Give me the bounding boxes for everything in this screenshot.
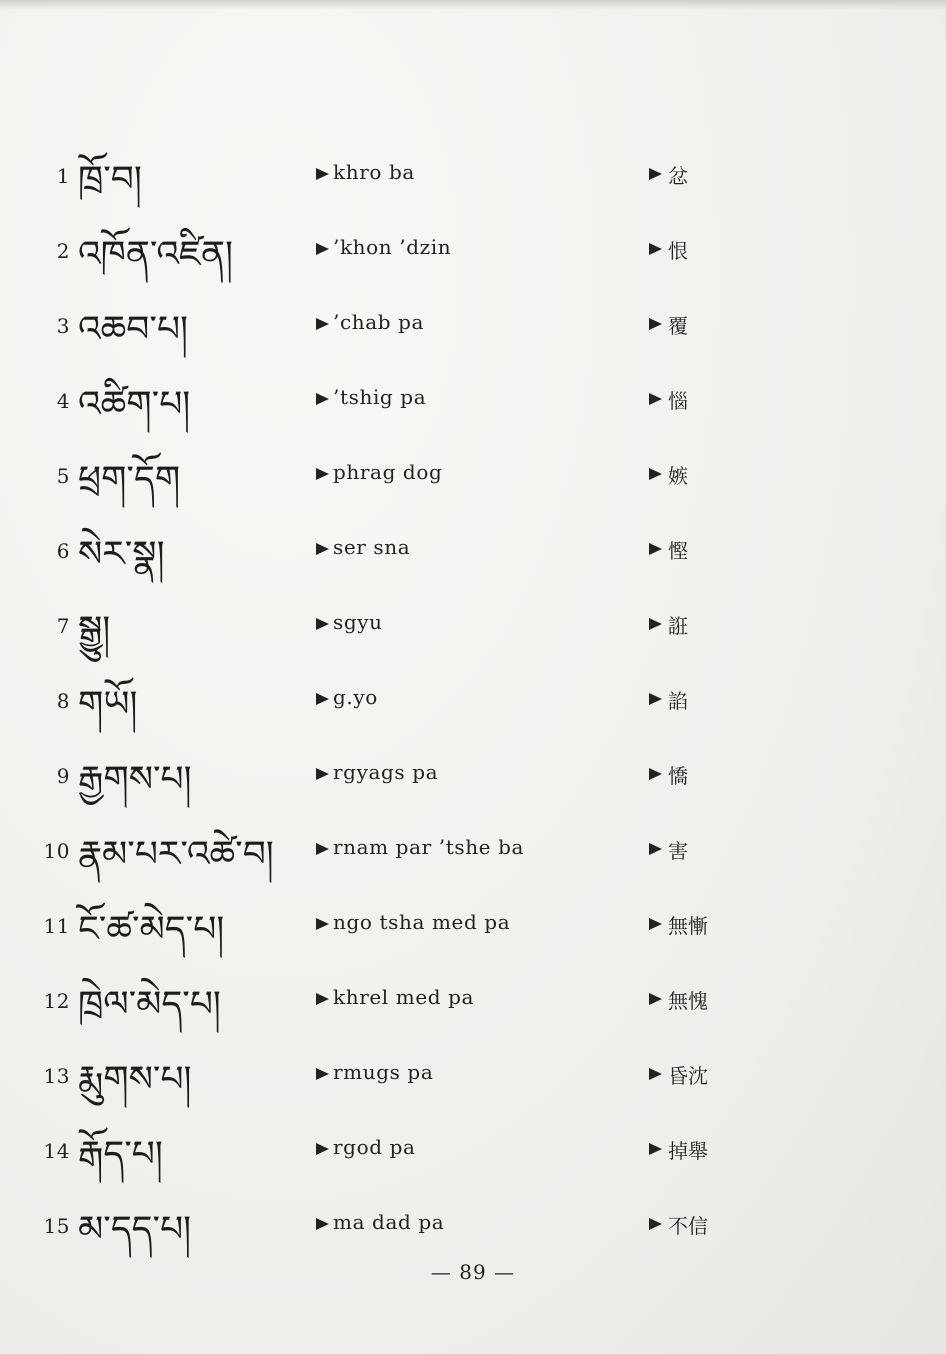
tibetan-term: འཆབ་པ། xyxy=(78,309,189,350)
entry-number: 7 xyxy=(56,614,70,638)
arrow-marker xyxy=(649,843,662,855)
entry-row xyxy=(0,675,946,750)
entry-row xyxy=(0,300,946,375)
tibetan-term: མ་དད་པ། xyxy=(78,1209,192,1250)
arrow-marker xyxy=(649,618,662,630)
entry-number: 4 xyxy=(56,389,70,413)
chinese-term: 憍 xyxy=(668,764,688,788)
arrow-marker xyxy=(316,1218,329,1230)
tibetan-term: གཡོ། xyxy=(78,684,138,725)
tibetan-term: རྒོད་པ། xyxy=(78,1134,163,1175)
entry-row xyxy=(0,600,946,675)
page-top-shadow xyxy=(0,0,946,10)
arrow-marker xyxy=(316,243,329,255)
arrow-marker xyxy=(316,693,329,705)
entry-row xyxy=(0,150,946,225)
arrow-marker xyxy=(316,1068,329,1080)
entry-number: 3 xyxy=(56,314,70,338)
arrow-marker xyxy=(316,318,329,330)
arrow-marker xyxy=(649,993,662,1005)
tibetan-term: ཁྲོ་བ། xyxy=(78,159,142,200)
tibetan-term: ངོ་ཚ་མེད་པ། xyxy=(78,909,225,950)
arrow-marker xyxy=(316,543,329,555)
entry-row xyxy=(0,1050,946,1125)
entry-number: 8 xyxy=(56,689,70,713)
chinese-term: 無慚 xyxy=(668,914,708,938)
tibetan-term: སེར་སྣ། xyxy=(78,534,165,575)
chinese-term: 惱 xyxy=(668,389,688,413)
chinese-term: 誑 xyxy=(668,614,688,638)
tibetan-term: སྒྱུ། xyxy=(78,609,111,650)
arrow-marker xyxy=(649,1218,662,1230)
entry-row xyxy=(0,450,946,525)
chinese-term: 無愧 xyxy=(668,989,708,1013)
chinese-term: 忿 xyxy=(668,164,688,188)
arrow-marker xyxy=(316,1143,329,1155)
transliteration: ma dad pa xyxy=(333,1210,445,1234)
entry-number: 10 xyxy=(43,839,70,863)
entry-number: 5 xyxy=(56,464,70,488)
entry-row xyxy=(0,975,946,1050)
tibetan-term: ཁྲེལ་མེད་པ། xyxy=(78,984,221,1025)
arrow-marker xyxy=(316,618,329,630)
transliteration: ’tshig pa xyxy=(333,385,427,409)
transliteration: ngo tsha med pa xyxy=(333,910,511,934)
arrow-marker xyxy=(316,843,329,855)
arrow-marker xyxy=(649,168,662,180)
page-number: — 89 — xyxy=(430,1260,516,1284)
arrow-marker xyxy=(649,1068,662,1080)
tibetan-term: རྨུགས་པ། xyxy=(78,1059,192,1100)
arrow-marker xyxy=(649,393,662,405)
transliteration: rgyags pa xyxy=(333,760,439,784)
transliteration: g.yo xyxy=(333,685,378,709)
transliteration: rgod pa xyxy=(333,1135,416,1159)
arrow-marker xyxy=(649,1143,662,1155)
entry-number: 13 xyxy=(43,1064,70,1088)
arrow-marker xyxy=(649,243,662,255)
entry-row xyxy=(0,900,946,975)
tibetan-term: ཕྲག་དོག xyxy=(78,459,181,500)
chinese-term: 掉舉 xyxy=(668,1139,708,1163)
entry-number: 1 xyxy=(56,164,70,188)
entry-number: 12 xyxy=(43,989,70,1013)
chinese-term: 不信 xyxy=(668,1214,708,1238)
arrow-marker xyxy=(316,993,329,1005)
arrow-marker xyxy=(649,768,662,780)
transliteration: ser sna xyxy=(333,535,411,559)
transliteration: sgyu xyxy=(333,610,383,634)
entry-row xyxy=(0,225,946,300)
transliteration: rnam par ’tshe ba xyxy=(333,835,524,859)
tibetan-term: འཁོན་འཛིན། xyxy=(78,234,234,275)
entry-number: 11 xyxy=(43,914,70,938)
entry-number: 14 xyxy=(43,1139,70,1163)
entry-row xyxy=(0,750,946,825)
arrow-marker xyxy=(649,468,662,480)
chinese-term: 恨 xyxy=(668,239,688,263)
arrow-marker xyxy=(649,918,662,930)
entry-row xyxy=(0,1125,946,1200)
arrow-marker xyxy=(649,543,662,555)
entry-number: 6 xyxy=(56,539,70,563)
transliteration: ’khon ’dzin xyxy=(333,235,452,259)
transliteration: phrag dog xyxy=(333,460,443,484)
entry-row xyxy=(0,375,946,450)
arrow-marker xyxy=(316,468,329,480)
tibetan-term: འཚིག་པ། xyxy=(78,384,191,425)
transliteration: khro ba xyxy=(333,160,415,184)
arrow-marker xyxy=(316,918,329,930)
chinese-term: 嫉 xyxy=(668,464,688,488)
transliteration: ’chab pa xyxy=(333,310,425,334)
chinese-term: 昏沈 xyxy=(668,1064,708,1088)
transliteration: rmugs pa xyxy=(333,1060,434,1084)
arrow-marker xyxy=(649,693,662,705)
chinese-term: 覆 xyxy=(668,314,688,338)
chinese-term: 慳 xyxy=(668,539,688,563)
chinese-term: 害 xyxy=(668,839,688,863)
entry-row xyxy=(0,825,946,900)
entry-row xyxy=(0,525,946,600)
chinese-term: 諂 xyxy=(668,689,688,713)
tibetan-term: རྒྱགས་པ། xyxy=(78,759,192,800)
arrow-marker xyxy=(316,168,329,180)
arrow-marker xyxy=(316,393,329,405)
arrow-marker xyxy=(316,768,329,780)
transliteration: khrel med pa xyxy=(333,985,475,1009)
arrow-marker xyxy=(649,318,662,330)
entry-number: 2 xyxy=(56,239,70,263)
entry-number: 9 xyxy=(56,764,70,788)
tibetan-term: རྣམ་པར་འཚེ་བ། xyxy=(78,834,274,875)
entry-number: 15 xyxy=(43,1214,70,1238)
